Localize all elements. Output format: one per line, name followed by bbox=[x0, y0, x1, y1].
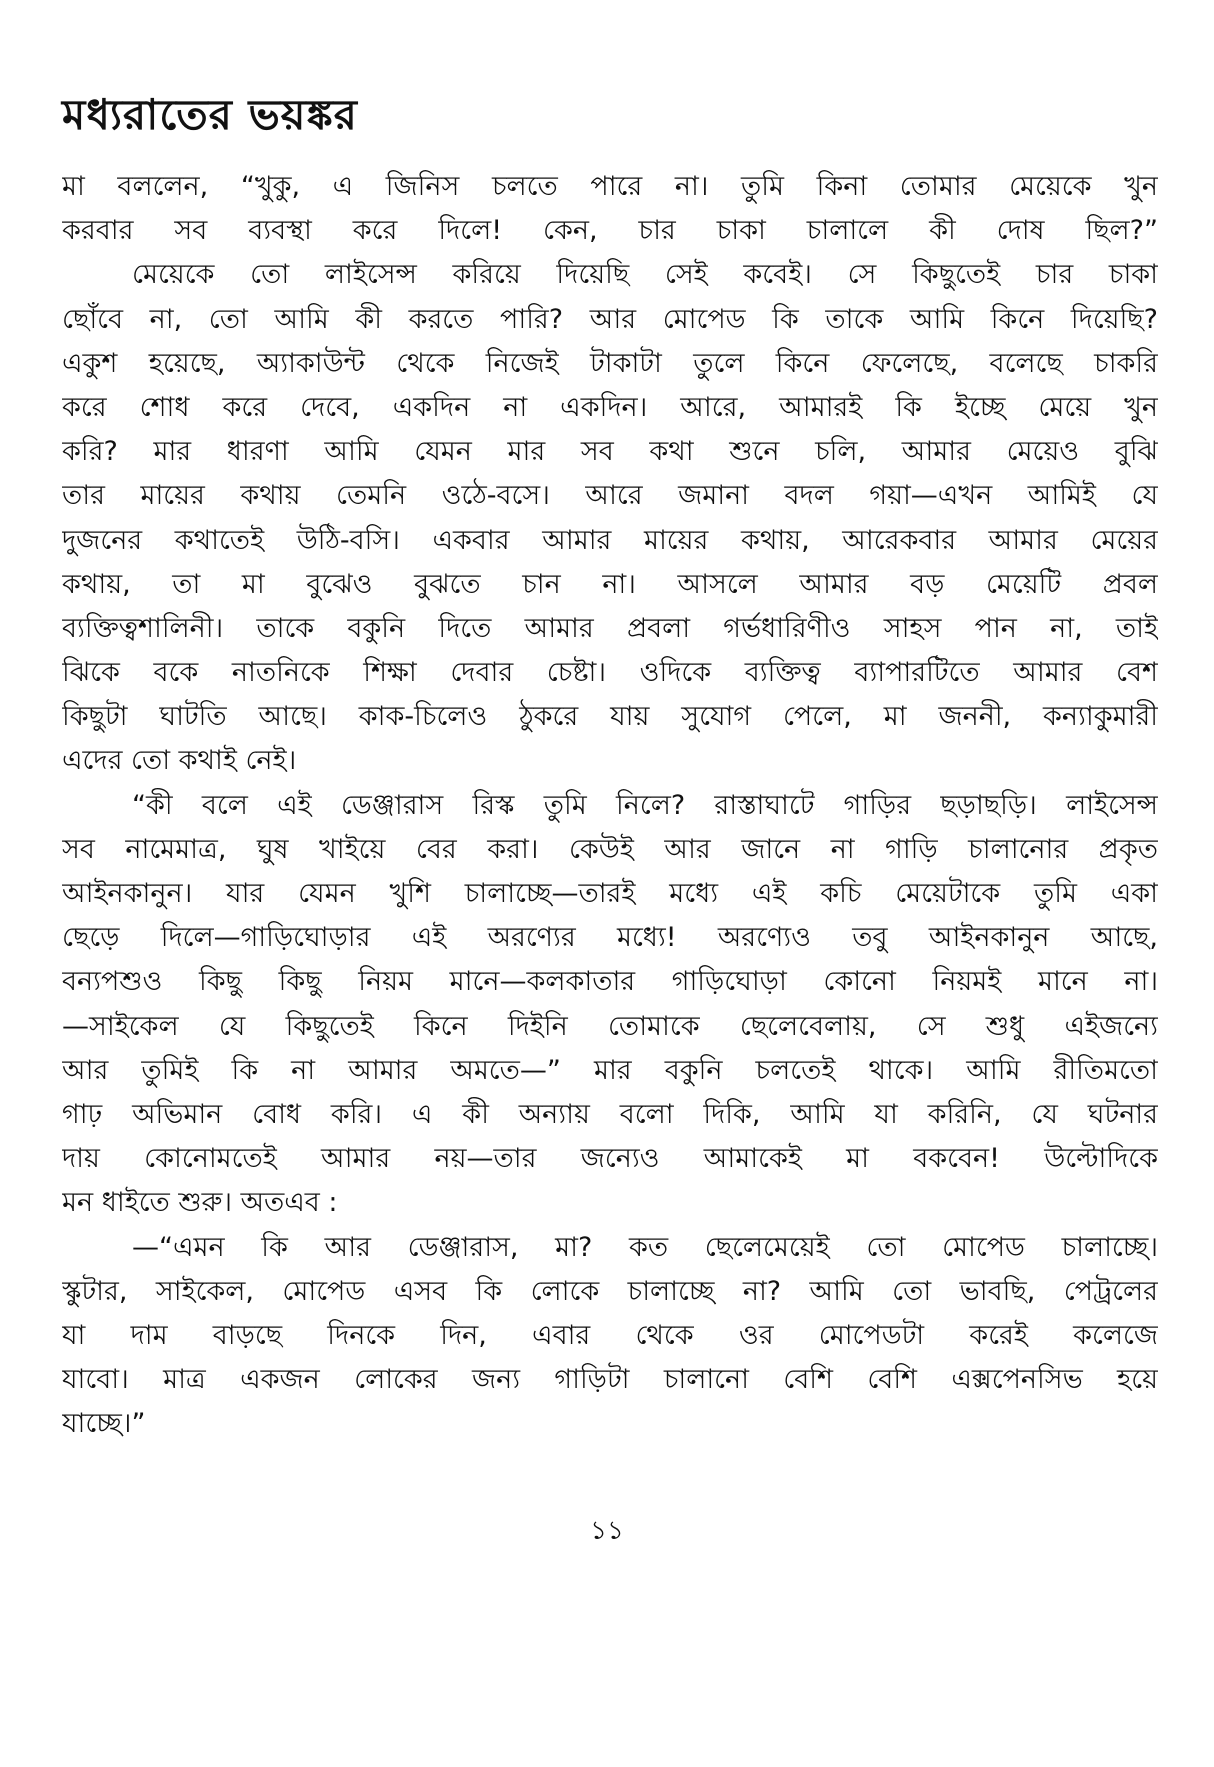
text-line: একুশ হয়েছে, অ্যাকাউন্ট থেকে নিজেই টাকাটা তুলে কিনে ফেলেছে, বলেছে চাকরি bbox=[62, 347, 1158, 379]
text-line: গাঢ় অভিমান বোধ করি। এ কী অন্যায় বলো দিকি, আমি যা করিনি, যে ঘটনার bbox=[62, 1098, 1158, 1130]
text-line: যা দাম বাড়ছে দিনকে দিন, এবার থেকে ওর মোপেডটা করেই কলেজে bbox=[62, 1319, 1158, 1351]
text-line: —সাইকেল যে কিছুতেই কিনে দিইনি তোমাকে ছেলেবেলায়, সে শুধু এইজন্যে bbox=[62, 1010, 1158, 1042]
text-line: স্কুটার, সাইকেল, মোপেড এসব কি লোকে চালাচ্ছে না? আমি তো ভাবছি, পেট্রলের bbox=[62, 1275, 1158, 1307]
text-line: ছোঁবে না, তো আমি কী করতে পারি? আর মোপেড কি তাকে আমি কিনে দিয়েছি? bbox=[62, 303, 1158, 335]
text-line: বন্যপশুও কিছু কিছু নিয়ম মানে—কলকাতার গাড়িঘোড়া কোনো নিয়মই মানে না। bbox=[62, 966, 1158, 998]
text-line: দুজনের কথাতেই উঠি-বসি। একবার আমার মায়ের কথায়, আরেকবার আমার মেয়ের bbox=[62, 524, 1158, 556]
body-text bbox=[62, 165, 1158, 1446]
text-line: আইনকানুন। যার যেমন খুশি চালাচ্ছে—তারই মধ্যে এই কচি মেয়েটাকে তুমি একা bbox=[62, 878, 1158, 909]
chapter-title: মধ্যরাতের ভয়ঙ্কর bbox=[62, 90, 358, 139]
text-line: ব্যক্তিত্বশালিনী। তাকে বকুনি দিতে আমার প্রবলা গর্ভধারিণীও সাহস পান না, তাই bbox=[62, 612, 1158, 644]
text-line: দায় কোনোমতেই আমার নয়—তার জন্যেও আমাকেই মা বকবেন! উল্টোদিকে bbox=[62, 1143, 1158, 1175]
text-line: করবার সব ব্যবস্থা করে দিলে! কেন, চার চাকা চালালে কী দোষ ছিল?” bbox=[62, 215, 1158, 247]
text-line: ঝিকে বকে নাতনিকে শিক্ষা দেবার চেষ্টা। ওদিকে ব্যক্তিত্ব ব্যাপারটিতে আমার বেশ bbox=[62, 657, 1158, 689]
text-line: এদের তো কথাই নেই। bbox=[62, 745, 297, 777]
text-line: মন ধাইতে শুরু। অতএব : bbox=[62, 1187, 338, 1219]
text-line: তার মায়ের কথায় তেমনি ওঠে-বসে। আরে জমানা বদল গয়া—এখন আমিই যে bbox=[62, 480, 1158, 512]
text-line: যাচ্ছে।” bbox=[62, 1408, 146, 1440]
text-line: যাবো। মাত্র একজন লোকের জন্য গাড়িটা চালানো বেশি বেশি এক্সপেনসিভ হয়ে bbox=[62, 1364, 1158, 1396]
text-line: আর তুমিই কি না আমার অমতে—” মার বকুনি চলতেই থাকে। আমি রীতিমতো bbox=[62, 1054, 1158, 1086]
text-line: মেয়েকে তো লাইসেন্স করিয়ে দিয়েছি সেই কবেই। সে কিছুতেই চার চাকা bbox=[132, 259, 1158, 291]
text-line: কথায়, তা মা বুঝেও বুঝতে চান না। আসলে আমার বড় মেয়েটি প্রবল bbox=[62, 568, 1158, 600]
text-line: মা বললেন, “খুকু, এ জিনিস চলতে পারে না। তুমি কিনা তোমার মেয়েকে খুন bbox=[62, 171, 1158, 202]
text-line: কিছুটা ঘাটতি আছে। কাক-চিলেও ঠুকরে যায় সুযোগ পেলে, মা জননী, কন্যাকুমারী bbox=[62, 701, 1158, 733]
text-line: “কী বলে এই ডেঞ্জারাস রিস্ক তুমি নিলে? রাস্তাঘাটে গাড়ির ছড়াছড়ি। লাইসেন্স bbox=[132, 789, 1158, 821]
text-line: করে শোধ করে দেবে, একদিন না একদিন। আরে, আমারই কি ইচ্ছে মেয়ে খুন bbox=[62, 391, 1158, 423]
text-line: ছেড়ে দিলে—গাড়িঘোড়ার এই অরণ্যের মধ্যে! অরণ্যেও তবু আইনকানুন আছে, bbox=[62, 922, 1158, 954]
text-line: সব নামেমাত্র, ঘুষ খাইয়ে বের করা। কেউই আর জানে না গাড়ি চালানোর প্রকৃত bbox=[62, 833, 1158, 865]
text-line: —“এমন কি আর ডেঞ্জারাস, মা? কত ছেলেমেয়েই তো মোপেড চালাচ্ছে। bbox=[132, 1231, 1158, 1263]
text-line: করি? মার ধারণা আমি যেমন মার সব কথা শুনে চলি, আমার মেয়েও বুঝি bbox=[62, 436, 1158, 468]
page-number: ১১ bbox=[590, 1516, 624, 1546]
